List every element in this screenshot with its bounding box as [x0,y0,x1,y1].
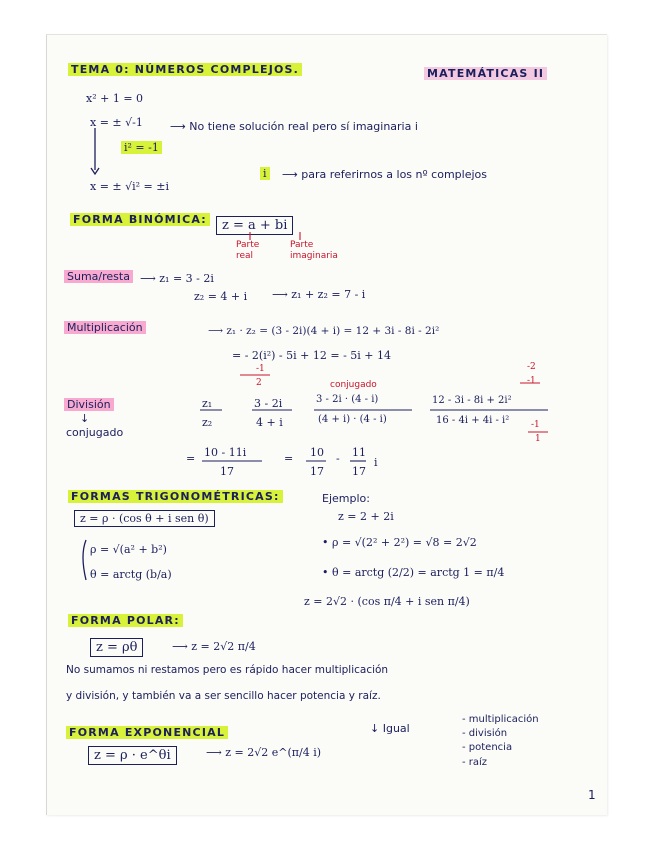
label-parte-real: Parte real [236,240,260,261]
polar-text-line2: y división, y también va a ser sencillo hacer potencia y raíz. [66,690,381,702]
result-frac3-num: 11 [352,446,366,459]
result-frac-num: 10 - 11i [204,446,247,459]
frac1-den: z₂ [202,416,213,429]
frac3-num: 3 - 2i · (4 - i) [316,394,379,405]
mult-line2: = - 2(i²) - 5i + 12 = - 5i + 14 [232,349,392,362]
result-frac-den: 17 [220,465,234,478]
equation-x-pm-i: x = ± √i² = ±i [90,180,170,193]
heading-forma-polar: FORMA POLAR: [68,614,183,627]
formula-binomica: z = a + bi [216,216,293,235]
list-item: - raíz [462,757,488,768]
ejemplo-rho: • ρ = √(2² + 2²) = √8 = 2√2 [322,536,477,549]
i-squared-definition: i² = -1 [121,141,162,154]
suma-z1: ⟶ z₁ = 3 - 2i [140,272,214,285]
list-item: - división [462,728,508,739]
frac2-den: 4 + i [256,416,283,429]
note-complex-numbers: ⟶ para referirnos a los nº complejos [282,168,487,181]
ejemplo-label: Ejemplo: [322,492,370,505]
polar-result: ⟶ z = 2√2 π/4 [172,640,256,653]
result-frac2-num: 10 [310,446,324,459]
page-number: 1 [588,788,596,802]
frac4-num: 12 - 3i - 8i + 2i² [432,395,512,406]
division-arrow: ↓ [80,412,90,425]
list-item: - multiplicación [462,714,539,725]
polar-text-line1: No sumamos ni restamos pero es rápido hacer multiplicación [66,664,389,676]
equation-x2: x² + 1 = 0 [86,92,144,105]
mult-sub-2: 2 [256,378,262,388]
frac1-num: z₁ [202,397,213,410]
page-title: TEMA 0: NÚMEROS COMPLEJOS. [68,63,302,76]
formula-polar: z = ρθ [90,638,143,657]
list-item: - potencia [462,742,513,753]
suma-result: ⟶ z₁ + z₂ = 7 - i [272,288,366,301]
frac2-num: 3 - 2i [254,397,283,410]
result-frac3-den: 17 [352,465,366,478]
heading-suma-resta: Suma/resta [64,270,133,283]
frac4-den: 16 - 4i + 4i - i² [436,415,510,426]
div-side-1: 1 [535,434,541,444]
result-frac2-den: 17 [310,465,324,478]
heading-multiplicacion: Multiplicación [64,321,146,334]
label-parte-imaginaria: Parte imaginaria [290,240,338,261]
note-no-real-solution: ⟶ No tiene solución real pero sí imaginaria i [170,120,418,133]
heading-forma-exponencial: FORMA EXPONENCIAL [66,726,228,739]
frac3-den: (4 + i) · (4 - i) [318,414,387,425]
exponencial-result: ⟶ z = 2√2 e^(π/4 i) [206,746,322,759]
division-conjugado-top: conjugado [330,380,377,390]
i-mark: i [260,167,270,180]
div-side-minus1-b: -1 [531,420,540,430]
ejemplo-theta: • θ = arctg (2/2) = arctg 1 = π/4 [322,566,505,579]
suma-z2: z₂ = 4 + i [194,290,248,303]
igual-note: ↓ Igual [370,722,410,735]
division-conjugado-label: conjugado [66,426,124,439]
subject-label: MATEMÁTICAS II [424,67,547,80]
div-side-minus2: -2 [527,362,536,372]
formula-exponencial: z = ρ · e^θi [88,746,177,765]
heading-forma-binomica: FORMA BINÓMICA: [70,213,210,226]
div-side-minus1: -1 [527,376,536,386]
ejemplo-z-trig: z = 2√2 · (cos π/4 + i sen π/4) [304,595,470,608]
formula-theta: θ = arctg (b/a) [90,568,172,581]
result-i: i [374,456,378,469]
ejemplo-z: z = 2 + 2i [338,510,394,523]
heading-division: División [64,398,114,411]
equation-x-sqrt: x = ± √-1 [90,116,143,129]
mult-sub-minus1: -1 [256,364,265,374]
heading-formas-trigonometricas: FORMAS TRIGONOMÉTRICAS: [68,490,283,503]
formula-trigonometrica: z = ρ · (cos θ + i sen θ) [74,510,215,527]
mult-line1: ⟶ z₁ · z₂ = (3 - 2i)(4 + i) = 12 + 3i - 8i - 2i² [208,325,440,337]
formula-rho: ρ = √(a² + b²) [90,543,167,556]
